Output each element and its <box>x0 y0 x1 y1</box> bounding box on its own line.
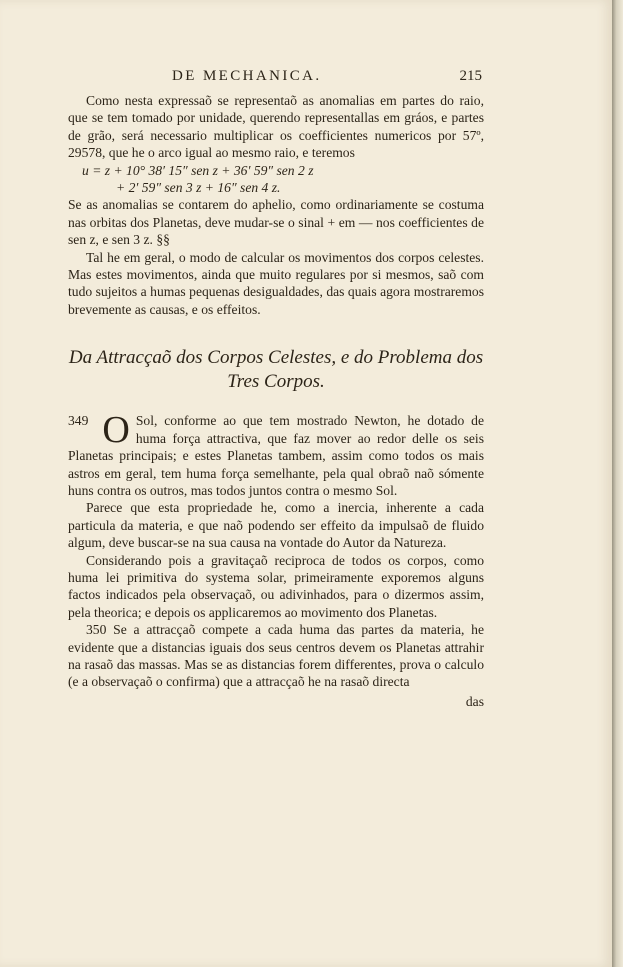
section-number-349: 349 <box>68 413 89 429</box>
text-block <box>68 62 484 710</box>
drop-cap: O <box>102 409 130 452</box>
section-number-350: 350 <box>86 622 107 638</box>
running-head: DE MECHANICA. <box>172 68 322 84</box>
paragraph-aphelio: Se as anomalias se contarem do aphelio, como ordinariamente se costuma nas orbitas dos Planetas, deve mudar-se o sinal + em — nos coefficientes de sen z, e sen 3 z. §§ <box>68 197 484 248</box>
paragraph-intro: Como nesta expressaõ se representaõ as anomalias em partes do raio, que se tem tomado por unidade, querendo representallas em gráos, e partes de grão, será necessario multiplicar os coefficientes numericos por 57º, 29578, que he o arco igual ao mesmo raio, e teremos <box>68 93 484 161</box>
section-349 <box>68 409 484 499</box>
catchword: das <box>465 693 484 709</box>
section-350 <box>68 621 484 691</box>
section-349-text: Sol, conforme ao que tem mostrado Newton, he dotado de huma força attractiva, que faz mover ao redor delle os seis Planetas principais; e estes Planetas tambem, assim como todos os mais astros em geral, tem huma força semelhante, pela qual obraõ naõ sómente huns contra os outros, mas todos juntos contra o mesmo Sol. <box>68 413 484 498</box>
formula-line-2: + 2′ 59″ sen 3 z + 16″ sen 4 z. <box>116 180 281 196</box>
section-title: Da Attracçaõ dos Corpos Celestes, e do Problema dos Tres Corpos. <box>68 347 484 393</box>
page-header <box>68 62 484 92</box>
formula-line-1: u = z + 10° 38′ 15″ sen z + 36′ 59″ sen 2 z <box>82 162 314 178</box>
paragraph-considerando: Considerando pois a gravitaçaõ reciproca de todos os corpos, como huma lei primitiva do systema solar, primeiramente exporemos alguns factos indicados pela observaçaõ, ou adivinhados, para o dizermos assim, pela theorica; e depois os applicaremos ao movimento dos Planetas. <box>68 552 484 620</box>
paragraph-parece: Parece que esta propriedade he, como a inercia, inherente a cada particula da materia, e que naõ podendo ser effeito da impulsaõ de fluido algum, deve buscar-se na sua causa na vontade do Autor da Natureza. <box>68 500 484 551</box>
paragraph-geral: Tal he em geral, o modo de calcular os movimentos dos corpos celestes. Mas estes movimentos, ainda que muito regulares por si mesmos, saõ com tudo sujeitos a humas pequenas desigualdades, das quais agora mostraremos brevemente as causas, e os effeitos. <box>68 249 484 317</box>
page-edge <box>612 0 623 967</box>
section-350-text: Se a attracçaõ compete a cada huma das partes da materia, he evidente que a distancias iguais dos seus centros devem os Planetas attrahir na rasaõ das massas. Mas se as distancias forem differentes, prova o calculo (e a observaçaõ o confirma) que a attracçaõ he na rasaõ directa <box>68 622 484 690</box>
page-number: 215 <box>459 68 482 84</box>
